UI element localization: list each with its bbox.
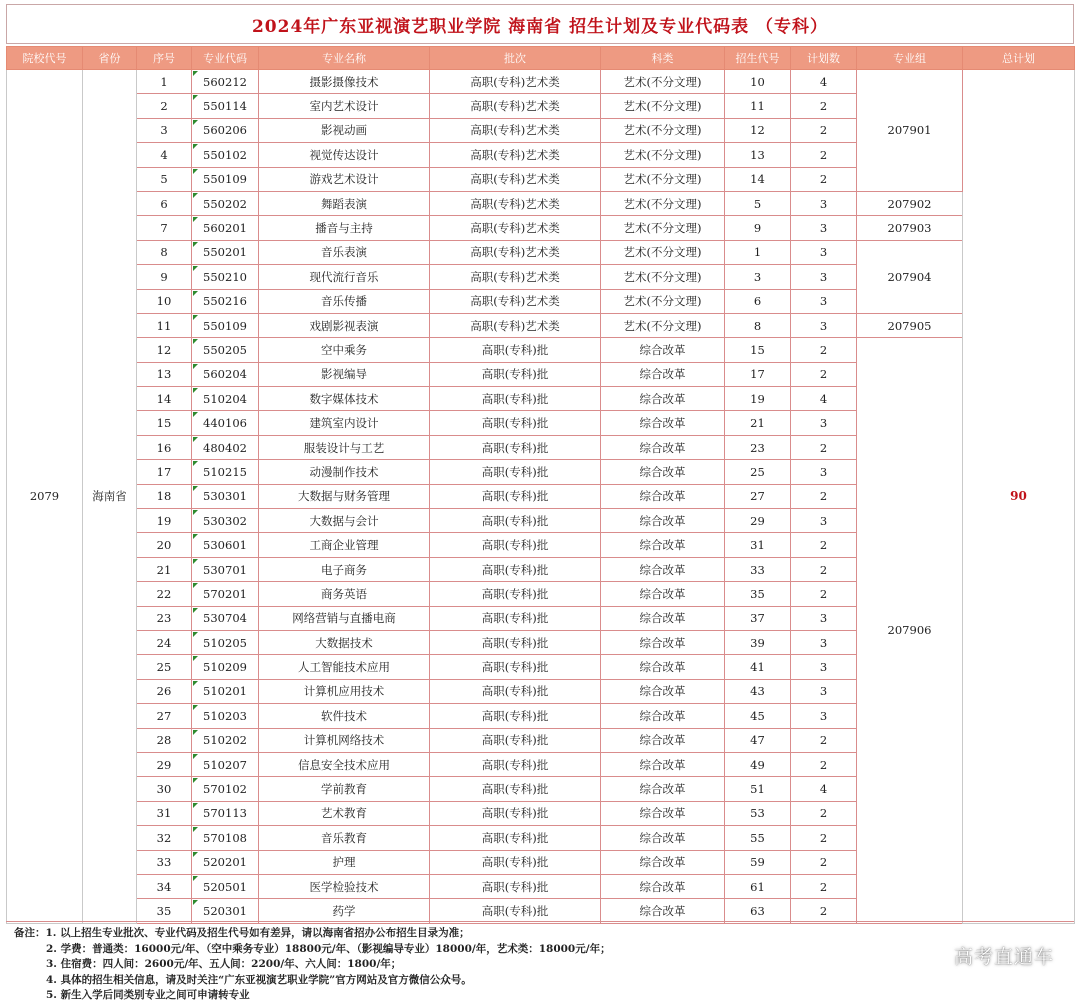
admit-code-cell: 47	[725, 728, 791, 752]
major-code-cell: 510204	[192, 387, 259, 411]
plan-count-cell: 4	[791, 387, 857, 411]
seq-cell: 7	[137, 216, 192, 240]
major-code-cell: 510207	[192, 752, 259, 776]
plan-count-cell: 3	[791, 191, 857, 215]
category-cell: 综合改革	[601, 533, 725, 557]
batch-cell: 高职(专科)批	[430, 630, 601, 654]
admit-code-cell: 5	[725, 191, 791, 215]
plan-count-cell: 2	[791, 874, 857, 898]
batch-cell: 高职(专科)艺术类	[430, 94, 601, 118]
seq-cell: 18	[137, 484, 192, 508]
plan-count-cell: 2	[791, 728, 857, 752]
table-row	[7, 191, 1075, 215]
category-cell: 艺术(不分文理)	[601, 191, 725, 215]
category-cell: 综合改革	[601, 362, 725, 386]
plan-count-cell: 3	[791, 216, 857, 240]
major-code-cell: 510201	[192, 679, 259, 703]
table-row	[7, 70, 1075, 94]
plan-count-cell: 2	[791, 118, 857, 142]
admit-code-cell: 15	[725, 338, 791, 362]
batch-cell: 高职(专科)批	[430, 801, 601, 825]
major-name-cell: 摄影摄像技术	[259, 70, 430, 94]
category-cell: 综合改革	[601, 338, 725, 362]
major-code-cell: 530302	[192, 509, 259, 533]
major-name-cell: 数字媒体技术	[259, 387, 430, 411]
column-header: 专业名称	[259, 47, 430, 70]
column-header: 总计划	[963, 47, 1075, 70]
major-code-cell: 530704	[192, 606, 259, 630]
plan-count-cell: 4	[791, 70, 857, 94]
seq-cell: 17	[137, 460, 192, 484]
province-cell: 海南省	[83, 70, 137, 924]
category-cell: 综合改革	[601, 801, 725, 825]
major-code-cell: 560212	[192, 70, 259, 94]
major-name-cell: 室内艺术设计	[259, 94, 430, 118]
major-group-cell: 207902	[857, 191, 963, 215]
category-cell: 综合改革	[601, 826, 725, 850]
category-cell: 艺术(不分文理)	[601, 118, 725, 142]
seq-cell: 15	[137, 411, 192, 435]
major-code-cell: 530701	[192, 557, 259, 581]
category-cell: 综合改革	[601, 557, 725, 581]
plan-count-cell: 3	[791, 411, 857, 435]
category-cell: 艺术(不分文理)	[601, 216, 725, 240]
major-group-cell: 207904	[857, 240, 963, 313]
batch-cell: 高职(专科)艺术类	[430, 289, 601, 313]
category-cell: 综合改革	[601, 850, 725, 874]
major-code-cell: 530601	[192, 533, 259, 557]
seq-cell: 26	[137, 679, 192, 703]
major-name-cell: 舞蹈表演	[259, 191, 430, 215]
column-header: 院校代号	[7, 47, 83, 70]
category-cell: 综合改革	[601, 509, 725, 533]
category-cell: 综合改革	[601, 411, 725, 435]
table-row	[7, 240, 1075, 264]
major-group-cell: 207905	[857, 313, 963, 337]
batch-cell: 高职(专科)艺术类	[430, 216, 601, 240]
seq-cell: 1	[137, 70, 192, 94]
plan-count-cell: 2	[791, 484, 857, 508]
category-cell: 综合改革	[601, 606, 725, 630]
major-code-cell: 570201	[192, 582, 259, 606]
major-name-cell: 药学	[259, 899, 430, 923]
category-cell: 艺术(不分文理)	[601, 289, 725, 313]
major-name-cell: 影视编导	[259, 362, 430, 386]
batch-cell: 高职(专科)批	[430, 509, 601, 533]
major-name-cell: 计算机网络技术	[259, 728, 430, 752]
school-code-cell: 2079	[7, 70, 83, 924]
major-code-cell: 550210	[192, 265, 259, 289]
major-name-cell: 动漫制作技术	[259, 460, 430, 484]
admit-code-cell: 61	[725, 874, 791, 898]
seq-cell: 14	[137, 387, 192, 411]
category-cell: 综合改革	[601, 435, 725, 459]
major-name-cell: 空中乘务	[259, 338, 430, 362]
major-code-cell: 510209	[192, 655, 259, 679]
plan-count-cell: 3	[791, 509, 857, 533]
batch-cell: 高职(专科)批	[430, 362, 601, 386]
batch-cell: 高职(专科)艺术类	[430, 118, 601, 142]
major-code-cell: 480402	[192, 435, 259, 459]
major-code-cell: 550114	[192, 94, 259, 118]
watermark-text: 高考直通车	[953, 946, 1054, 968]
plan-count-cell: 4	[791, 777, 857, 801]
category-cell: 综合改革	[601, 655, 725, 679]
admit-code-cell: 37	[725, 606, 791, 630]
category-cell: 综合改革	[601, 874, 725, 898]
major-name-cell: 播音与主持	[259, 216, 430, 240]
batch-cell: 高职(专科)艺术类	[430, 240, 601, 264]
note-line-4: 4. 具体的招生相关信息，请及时关注“广东亚视演艺职业学院”官方网站及官方微信公众号。	[46, 973, 472, 986]
plan-count-cell: 3	[791, 630, 857, 654]
seq-cell: 27	[137, 704, 192, 728]
plan-count-cell: 2	[791, 899, 857, 923]
enrollment-plan-table	[6, 46, 1075, 924]
category-cell: 综合改革	[601, 704, 725, 728]
major-name-cell: 信息安全技术应用	[259, 752, 430, 776]
major-code-cell: 510215	[192, 460, 259, 484]
major-code-cell: 550205	[192, 338, 259, 362]
plan-count-cell: 2	[791, 557, 857, 581]
major-code-cell: 510205	[192, 630, 259, 654]
category-cell: 综合改革	[601, 630, 725, 654]
batch-cell: 高职(专科)艺术类	[430, 265, 601, 289]
seq-cell: 30	[137, 777, 192, 801]
plan-count-cell: 2	[791, 850, 857, 874]
batch-cell: 高职(专科)批	[430, 460, 601, 484]
batch-cell: 高职(专科)批	[430, 728, 601, 752]
note-line-2: 2. 学费：普通类：16000元/年、（空中乘务专业）18800元/年、（影视编导专业）18000/年，艺术类：18000元/年；	[46, 942, 611, 955]
major-name-cell: 艺术教育	[259, 801, 430, 825]
page-title: 2024年广东亚视演艺职业学院 海南省 招生计划及专业代码表 （专科）	[6, 4, 1074, 44]
plan-count-cell: 2	[791, 362, 857, 386]
seq-cell: 24	[137, 630, 192, 654]
major-name-cell: 电子商务	[259, 557, 430, 581]
batch-cell: 高职(专科)批	[430, 606, 601, 630]
admit-code-cell: 25	[725, 460, 791, 484]
seq-cell: 20	[137, 533, 192, 557]
total-plan-cell: 90	[963, 70, 1075, 924]
batch-cell: 高职(专科)艺术类	[430, 143, 601, 167]
admit-code-cell: 59	[725, 850, 791, 874]
major-code-cell: 550201	[192, 240, 259, 264]
category-cell: 综合改革	[601, 752, 725, 776]
batch-cell: 高职(专科)批	[430, 874, 601, 898]
plan-count-cell: 2	[791, 801, 857, 825]
major-name-cell: 大数据与会计	[259, 509, 430, 533]
major-code-cell: 530301	[192, 484, 259, 508]
admit-code-cell: 19	[725, 387, 791, 411]
batch-cell: 高职(专科)批	[430, 850, 601, 874]
major-code-cell: 550102	[192, 143, 259, 167]
major-name-cell: 音乐传播	[259, 289, 430, 313]
admit-code-cell: 41	[725, 655, 791, 679]
major-name-cell: 游戏艺术设计	[259, 167, 430, 191]
plan-count-cell: 3	[791, 606, 857, 630]
seq-cell: 2	[137, 94, 192, 118]
notes-section	[6, 921, 1074, 1001]
batch-cell: 高职(专科)艺术类	[430, 70, 601, 94]
batch-cell: 高职(专科)批	[430, 484, 601, 508]
major-name-cell: 工商企业管理	[259, 533, 430, 557]
admit-code-cell: 14	[725, 167, 791, 191]
admit-code-cell: 12	[725, 118, 791, 142]
admit-code-cell: 39	[725, 630, 791, 654]
batch-cell: 高职(专科)批	[430, 557, 601, 581]
note-line-5: 5. 新生入学后同类别专业之间可申请转专业	[46, 989, 250, 1001]
seq-cell: 10	[137, 289, 192, 313]
major-name-cell: 计算机应用技术	[259, 679, 430, 703]
seq-cell: 33	[137, 850, 192, 874]
batch-cell: 高职(专科)批	[430, 899, 601, 923]
plan-count-cell: 2	[791, 752, 857, 776]
batch-cell: 高职(专科)艺术类	[430, 313, 601, 337]
major-code-cell: 520201	[192, 850, 259, 874]
plan-count-cell: 3	[791, 265, 857, 289]
major-name-cell: 网络营销与直播电商	[259, 606, 430, 630]
major-name-cell: 视觉传达设计	[259, 143, 430, 167]
plan-count-cell: 2	[791, 167, 857, 191]
major-name-cell: 音乐表演	[259, 240, 430, 264]
plan-count-cell: 3	[791, 655, 857, 679]
category-cell: 艺术(不分文理)	[601, 265, 725, 289]
major-name-cell: 戏剧影视表演	[259, 313, 430, 337]
column-header: 序号	[137, 47, 192, 70]
seq-cell: 19	[137, 509, 192, 533]
admit-code-cell: 1	[725, 240, 791, 264]
seq-cell: 3	[137, 118, 192, 142]
category-cell: 艺术(不分文理)	[601, 94, 725, 118]
category-cell: 综合改革	[601, 899, 725, 923]
note-line-3: 3. 住宿费：四人间：2600元/年、五人间：2200/年、六人间：1800/年；	[46, 958, 402, 970]
column-header: 招生代号	[725, 47, 791, 70]
category-cell: 综合改革	[601, 582, 725, 606]
plan-count-cell: 3	[791, 289, 857, 313]
table-row	[7, 338, 1075, 362]
major-code-cell: 510202	[192, 728, 259, 752]
column-header: 专业代码	[192, 47, 259, 70]
major-group-cell: 207906	[857, 338, 963, 923]
plan-count-cell: 2	[791, 826, 857, 850]
category-cell: 综合改革	[601, 728, 725, 752]
major-code-cell: 560201	[192, 216, 259, 240]
batch-cell: 高职(专科)批	[430, 582, 601, 606]
seq-cell: 21	[137, 557, 192, 581]
major-code-cell: 520501	[192, 874, 259, 898]
category-cell: 艺术(不分文理)	[601, 143, 725, 167]
admit-code-cell: 6	[725, 289, 791, 313]
admit-code-cell: 23	[725, 435, 791, 459]
admit-code-cell: 51	[725, 777, 791, 801]
batch-cell: 高职(专科)批	[430, 679, 601, 703]
category-cell: 综合改革	[601, 460, 725, 484]
batch-cell: 高职(专科)艺术类	[430, 167, 601, 191]
admit-code-cell: 43	[725, 679, 791, 703]
plan-count-cell: 2	[791, 582, 857, 606]
seq-cell: 16	[137, 435, 192, 459]
table-row	[7, 216, 1075, 240]
major-name-cell: 软件技术	[259, 704, 430, 728]
category-cell: 综合改革	[601, 777, 725, 801]
seq-cell: 12	[137, 338, 192, 362]
batch-cell: 高职(专科)批	[430, 752, 601, 776]
plan-count-cell: 2	[791, 338, 857, 362]
admit-code-cell: 3	[725, 265, 791, 289]
seq-cell: 5	[137, 167, 192, 191]
major-name-cell: 服装设计与工艺	[259, 435, 430, 459]
plan-count-cell: 2	[791, 143, 857, 167]
plan-count-cell: 2	[791, 435, 857, 459]
major-code-cell: 510203	[192, 704, 259, 728]
batch-cell: 高职(专科)批	[430, 411, 601, 435]
seq-cell: 31	[137, 801, 192, 825]
plan-count-cell: 3	[791, 679, 857, 703]
category-cell: 艺术(不分文理)	[601, 240, 725, 264]
batch-cell: 高职(专科)艺术类	[430, 191, 601, 215]
admit-code-cell: 29	[725, 509, 791, 533]
seq-cell: 8	[137, 240, 192, 264]
major-code-cell: 570108	[192, 826, 259, 850]
admit-code-cell: 49	[725, 752, 791, 776]
table-row	[7, 313, 1075, 337]
category-cell: 综合改革	[601, 679, 725, 703]
major-name-cell: 现代流行音乐	[259, 265, 430, 289]
note-line-1: 备注：1. 以上招生专业批次、专业代码及招生代号如有差异，请以海南省招办公布招生目录为准；	[14, 927, 470, 939]
major-code-cell: 560206	[192, 118, 259, 142]
major-code-cell: 570102	[192, 777, 259, 801]
table-header-row	[7, 47, 1075, 70]
seq-cell: 28	[137, 728, 192, 752]
major-code-cell: 550109	[192, 167, 259, 191]
major-code-cell: 520301	[192, 899, 259, 923]
major-name-cell: 音乐教育	[259, 826, 430, 850]
batch-cell: 高职(专科)批	[430, 777, 601, 801]
seq-cell: 34	[137, 874, 192, 898]
seq-cell: 6	[137, 191, 192, 215]
plan-count-cell: 2	[791, 533, 857, 557]
admit-code-cell: 10	[725, 70, 791, 94]
major-code-cell: 550109	[192, 313, 259, 337]
category-cell: 综合改革	[601, 484, 725, 508]
category-cell: 艺术(不分文理)	[601, 313, 725, 337]
admit-code-cell: 21	[725, 411, 791, 435]
seq-cell: 4	[137, 143, 192, 167]
major-name-cell: 人工智能技术应用	[259, 655, 430, 679]
major-name-cell: 商务英语	[259, 582, 430, 606]
plan-count-cell: 3	[791, 704, 857, 728]
major-code-cell: 550202	[192, 191, 259, 215]
plan-count-cell: 3	[791, 460, 857, 484]
plan-count-cell: 2	[791, 94, 857, 118]
major-name-cell: 护理	[259, 850, 430, 874]
admit-code-cell: 8	[725, 313, 791, 337]
major-group-cell: 207903	[857, 216, 963, 240]
admit-code-cell: 45	[725, 704, 791, 728]
column-header: 科类	[601, 47, 725, 70]
seq-cell: 25	[137, 655, 192, 679]
seq-cell: 9	[137, 265, 192, 289]
major-group-cell: 207901	[857, 70, 963, 192]
admit-code-cell: 53	[725, 801, 791, 825]
admit-code-cell: 11	[725, 94, 791, 118]
admit-code-cell: 31	[725, 533, 791, 557]
admit-code-cell: 17	[725, 362, 791, 386]
seq-cell: 13	[137, 362, 192, 386]
major-name-cell: 医学检验技术	[259, 874, 430, 898]
column-header: 计划数	[791, 47, 857, 70]
major-name-cell: 影视动画	[259, 118, 430, 142]
batch-cell: 高职(专科)批	[430, 387, 601, 411]
seq-cell: 35	[137, 899, 192, 923]
batch-cell: 高职(专科)批	[430, 826, 601, 850]
batch-cell: 高职(专科)批	[430, 435, 601, 459]
admit-code-cell: 63	[725, 899, 791, 923]
major-name-cell: 大数据与财务管理	[259, 484, 430, 508]
seq-cell: 29	[137, 752, 192, 776]
column-header: 批次	[430, 47, 601, 70]
admit-code-cell: 35	[725, 582, 791, 606]
major-code-cell: 560204	[192, 362, 259, 386]
seq-cell: 22	[137, 582, 192, 606]
major-name-cell: 建筑室内设计	[259, 411, 430, 435]
admit-code-cell: 55	[725, 826, 791, 850]
major-code-cell: 550216	[192, 289, 259, 313]
admit-code-cell: 33	[725, 557, 791, 581]
batch-cell: 高职(专科)批	[430, 533, 601, 557]
admit-code-cell: 13	[725, 143, 791, 167]
plan-count-cell: 3	[791, 240, 857, 264]
column-header: 专业组	[857, 47, 963, 70]
major-name-cell: 大数据技术	[259, 630, 430, 654]
seq-cell: 11	[137, 313, 192, 337]
major-code-cell: 440106	[192, 411, 259, 435]
category-cell: 艺术(不分文理)	[601, 167, 725, 191]
admit-code-cell: 9	[725, 216, 791, 240]
major-name-cell: 学前教育	[259, 777, 430, 801]
batch-cell: 高职(专科)批	[430, 338, 601, 362]
seq-cell: 23	[137, 606, 192, 630]
major-code-cell: 570113	[192, 801, 259, 825]
category-cell: 艺术(不分文理)	[601, 70, 725, 94]
admit-code-cell: 27	[725, 484, 791, 508]
batch-cell: 高职(专科)批	[430, 655, 601, 679]
category-cell: 综合改革	[601, 387, 725, 411]
column-header: 省份	[83, 47, 137, 70]
batch-cell: 高职(专科)批	[430, 704, 601, 728]
plan-count-cell: 3	[791, 313, 857, 337]
seq-cell: 32	[137, 826, 192, 850]
